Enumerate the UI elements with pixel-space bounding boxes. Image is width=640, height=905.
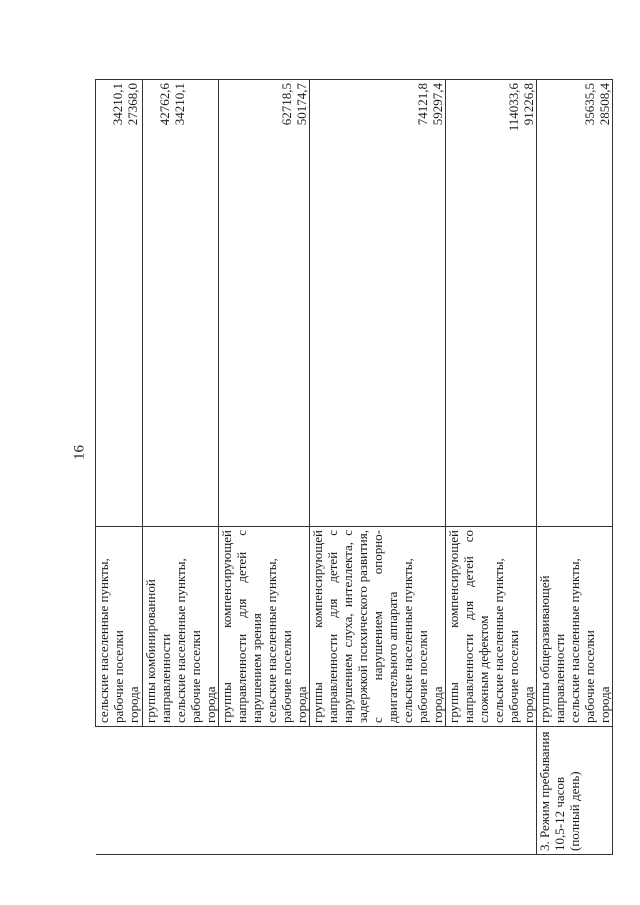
table-row [219,80,310,855]
group-name: группы комбинированной направленности [143,579,173,723]
value-cell [537,80,613,527]
value: 42762,6 [157,83,172,126]
value-cell [446,80,537,527]
value: 91226,8 [521,83,536,126]
value: 28508,4 [597,83,612,126]
group-name: группы компенсирующей направленности для детей с нарушением зрения [219,530,264,723]
category-line: сельские населенные пункты, рабочие поселки [400,558,430,723]
regime-cell [96,727,143,855]
table-row [310,80,446,855]
value: 34210,1 [172,83,187,126]
regime-cell [143,727,219,855]
category-line: города [521,686,536,723]
category-line: сельские населенные пункты, рабочие поселки [264,558,294,723]
category-cell [96,527,143,727]
category-cell [446,527,537,727]
table-row [143,80,219,855]
value: 62718,5 [279,83,294,126]
category-cell [537,527,613,727]
category-line: города [430,686,445,723]
category-line: сельские населенные пункты, рабочие поселки [567,558,597,723]
page-number: 16 [71,445,88,460]
value-cell [310,80,446,527]
table-row [96,80,143,855]
category-line: города [294,686,309,723]
value-cell [96,80,143,527]
category-line: города [203,686,218,723]
value-cell [143,80,219,527]
table-row [446,80,537,855]
category-cell [143,527,219,727]
group-name: группы компенсирующей направленности для детей со сложным дефектом [446,530,491,723]
category-line: города [126,686,141,723]
category-cell [310,527,446,727]
category-cell [219,527,310,727]
value: 34210,1 [110,83,125,126]
value: 35635,5 [582,83,597,126]
tariff-table [95,79,613,855]
value: 59297,4 [430,83,445,126]
category-line: сельские населенные пункты, рабочие поселки [491,558,521,723]
table-row [537,80,613,855]
group-name: группы общеразвивающей направленности [537,575,567,723]
regime-cell [446,727,537,855]
group-name: группы компенсирующей направленности для детей с нарушением слуха, интеллекта, с задержкой психического развития, с нарушением опорно-двигательного аппарата [310,530,400,723]
regime-cell: 3. Режим пребывания 10,5-12 часов (полный день) [537,727,613,855]
category-line: сельские населенные пункты, рабочие поселки [173,558,203,723]
value: 50174,7 [294,83,309,126]
rotated-page [95,80,612,855]
category-line: сельские населенные пункты, рабочие поселки [96,558,126,723]
value-cell [219,80,310,527]
regime-cell [219,727,310,855]
value: 114033,6 [506,83,521,132]
regime-cell [310,727,446,855]
value: 74121,8 [415,83,430,126]
value: 27368,0 [125,83,140,126]
category-line: города [597,686,612,723]
